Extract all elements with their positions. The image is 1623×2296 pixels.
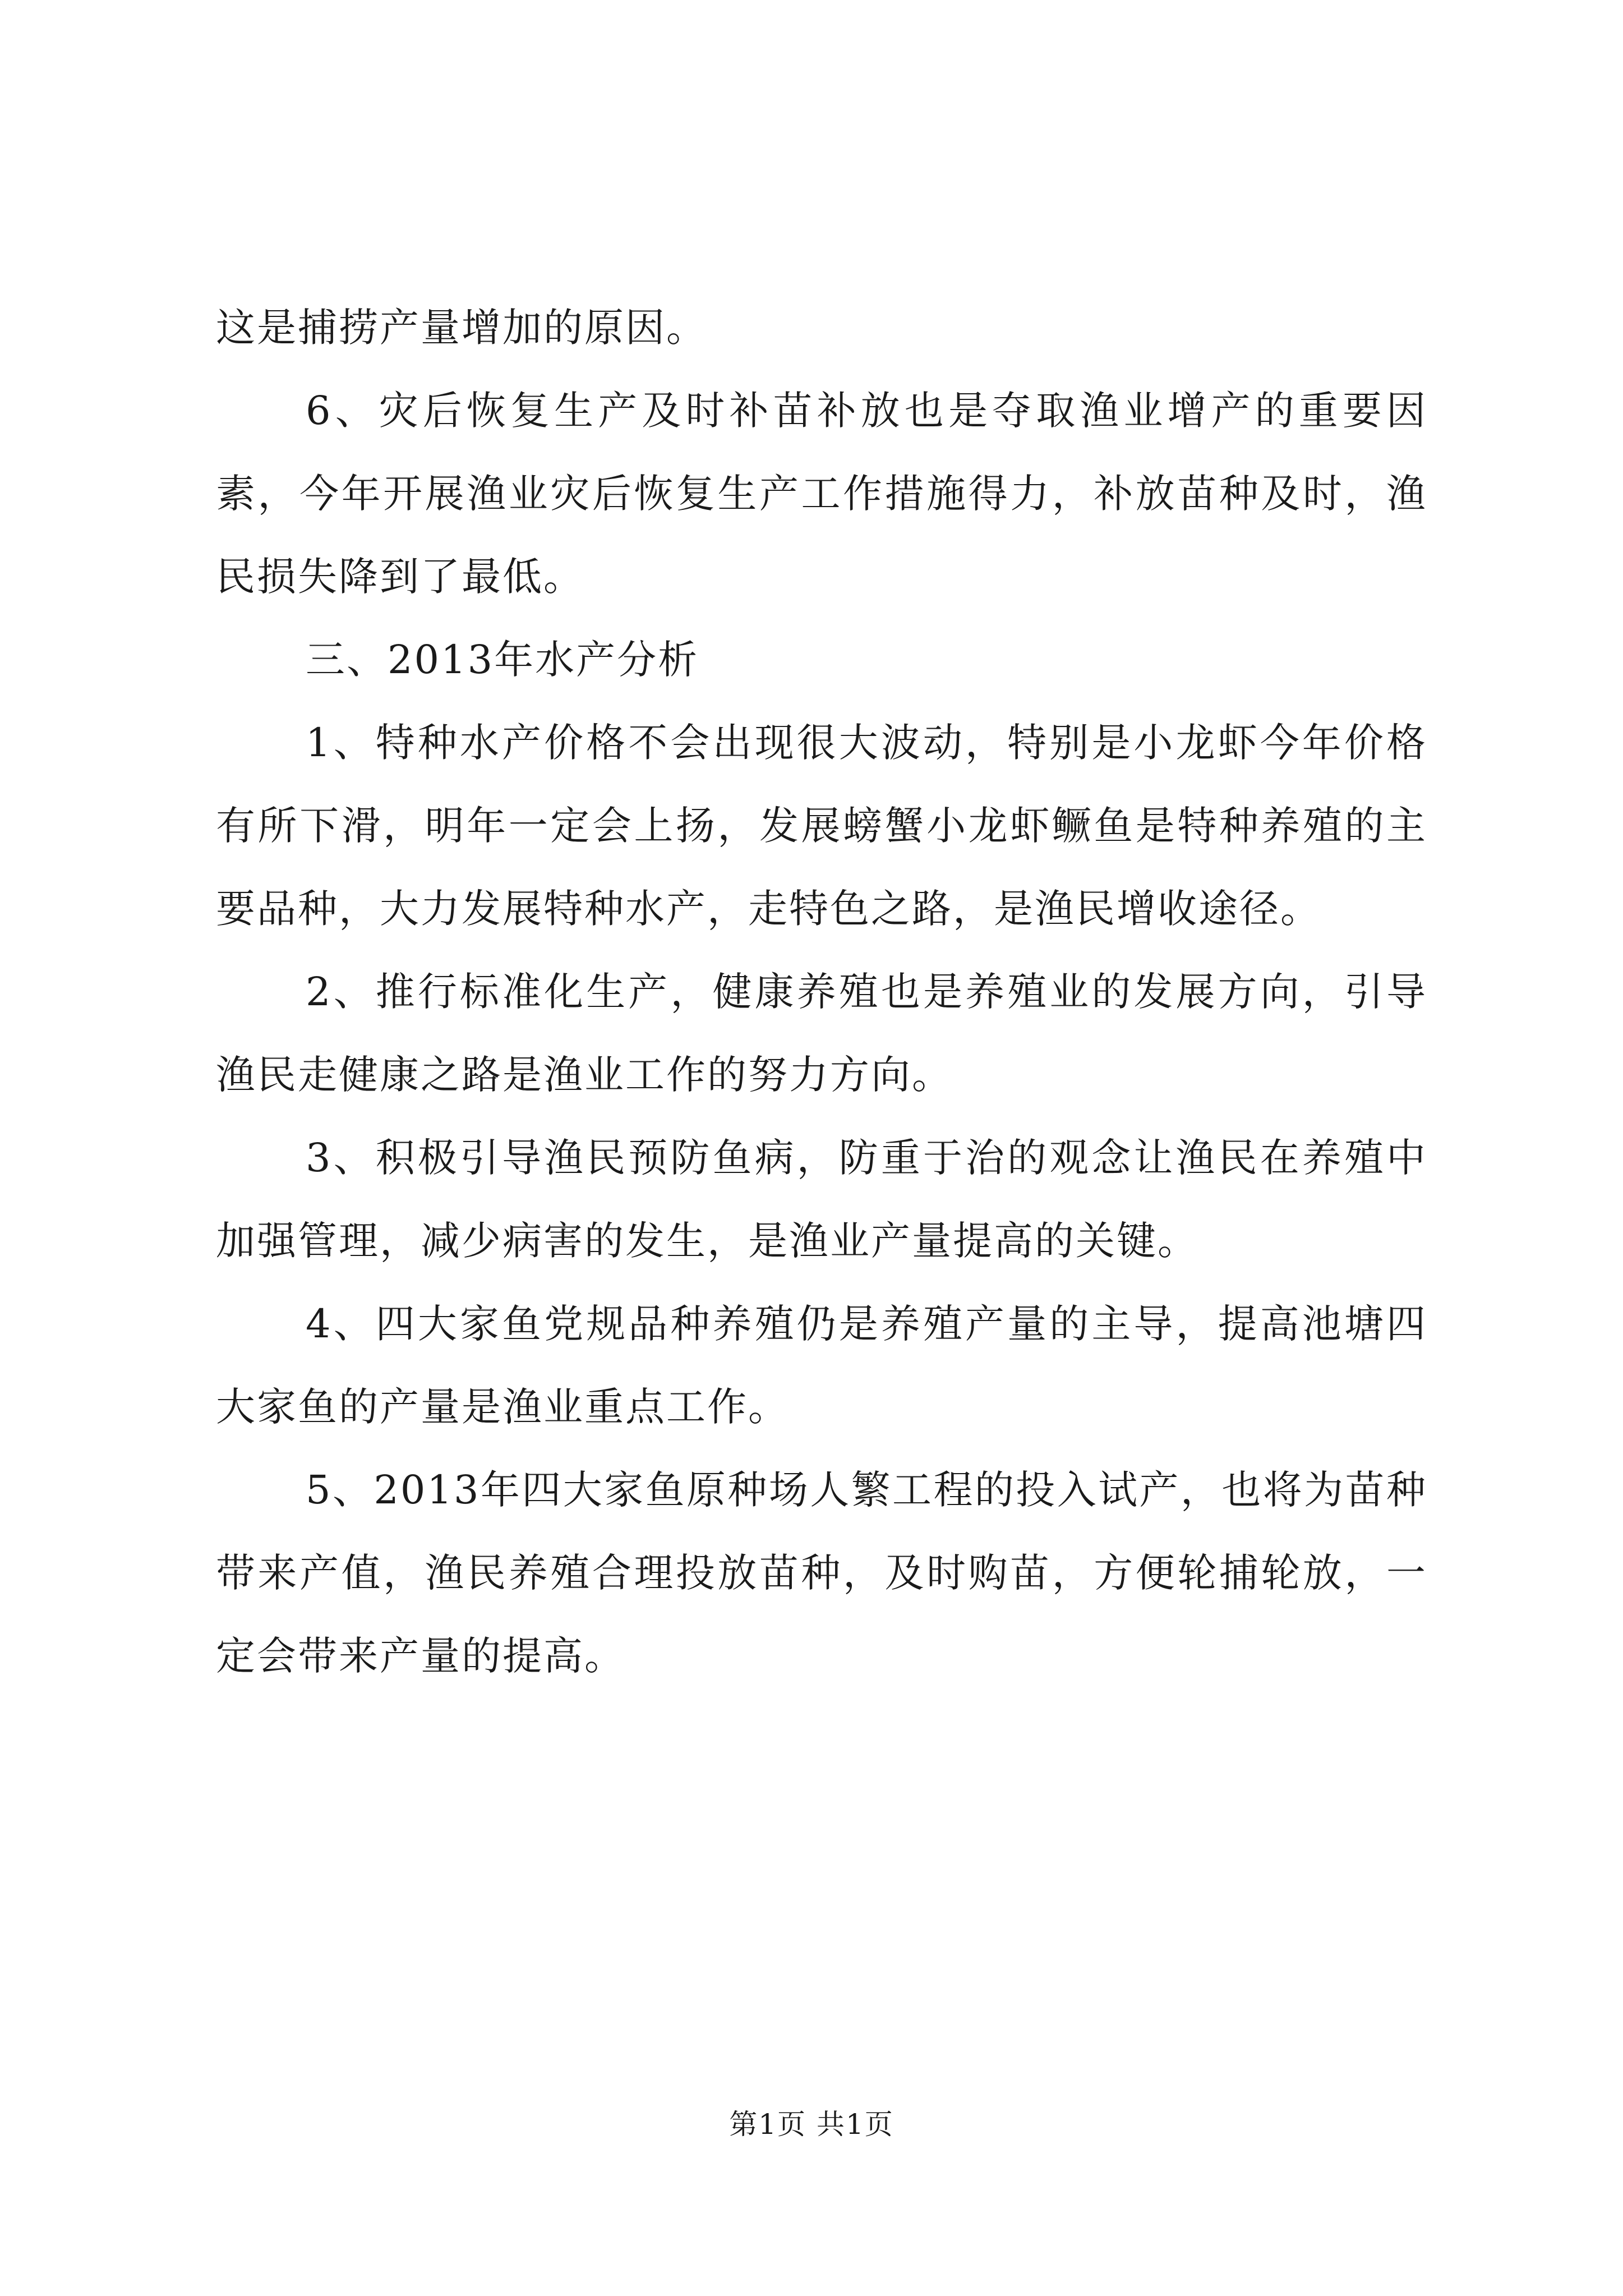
paragraph-item-5: 5、2013年四大家鱼原种场人繁工程的投入试产，也将为苗种带来产值，渔民养殖合理投放苗种，及时购苗，方便轮捕轮放，一定会带来产量的提高。 — [216, 1467, 1427, 1679]
paragraph-item-2: 2、推行标准化生产，健康养殖也是养殖业的发展方向，引导渔民走健康之路是渔业工作的努力方向。 — [216, 969, 1427, 1098]
paragraph-item-1: 1、特种水产价格不会出现很大波动，特别是小龙虾今年价格有所下滑，明年一定会上扬，发展螃蟹小龙虾鳜鱼是特种养殖的主要品种，大力发展特种水产，走特色之路，是渔民增收途径。 — [216, 720, 1427, 932]
paragraph-item-6: 6、灾后恢复生产及时补苗补放也是夺取渔业增产的重要因素，今年开展渔业灾后恢复生产工作措施得力，补放苗种及时，渔民损失降到了最低。 — [216, 388, 1427, 600]
page-footer: 第1页 共1页 — [729, 2108, 894, 2141]
paragraph-item-3: 3、积极引导渔民预防鱼病，防重于治的观念让渔民在养殖中加强管理，减少病害的发生，是渔业产量提高的关键。 — [216, 1135, 1427, 1264]
paragraph-continuation: 这是捕捞产量增加的原因。 — [216, 305, 707, 351]
document-body — [216, 286, 1427, 1697]
section-heading-analysis: 三、2013年水产分析 — [306, 637, 699, 683]
paragraph-item-4: 4、四大家鱼党规品种养殖仍是养殖产量的主导，提高池塘四大家鱼的产量是渔业重点工作。 — [216, 1301, 1427, 1430]
